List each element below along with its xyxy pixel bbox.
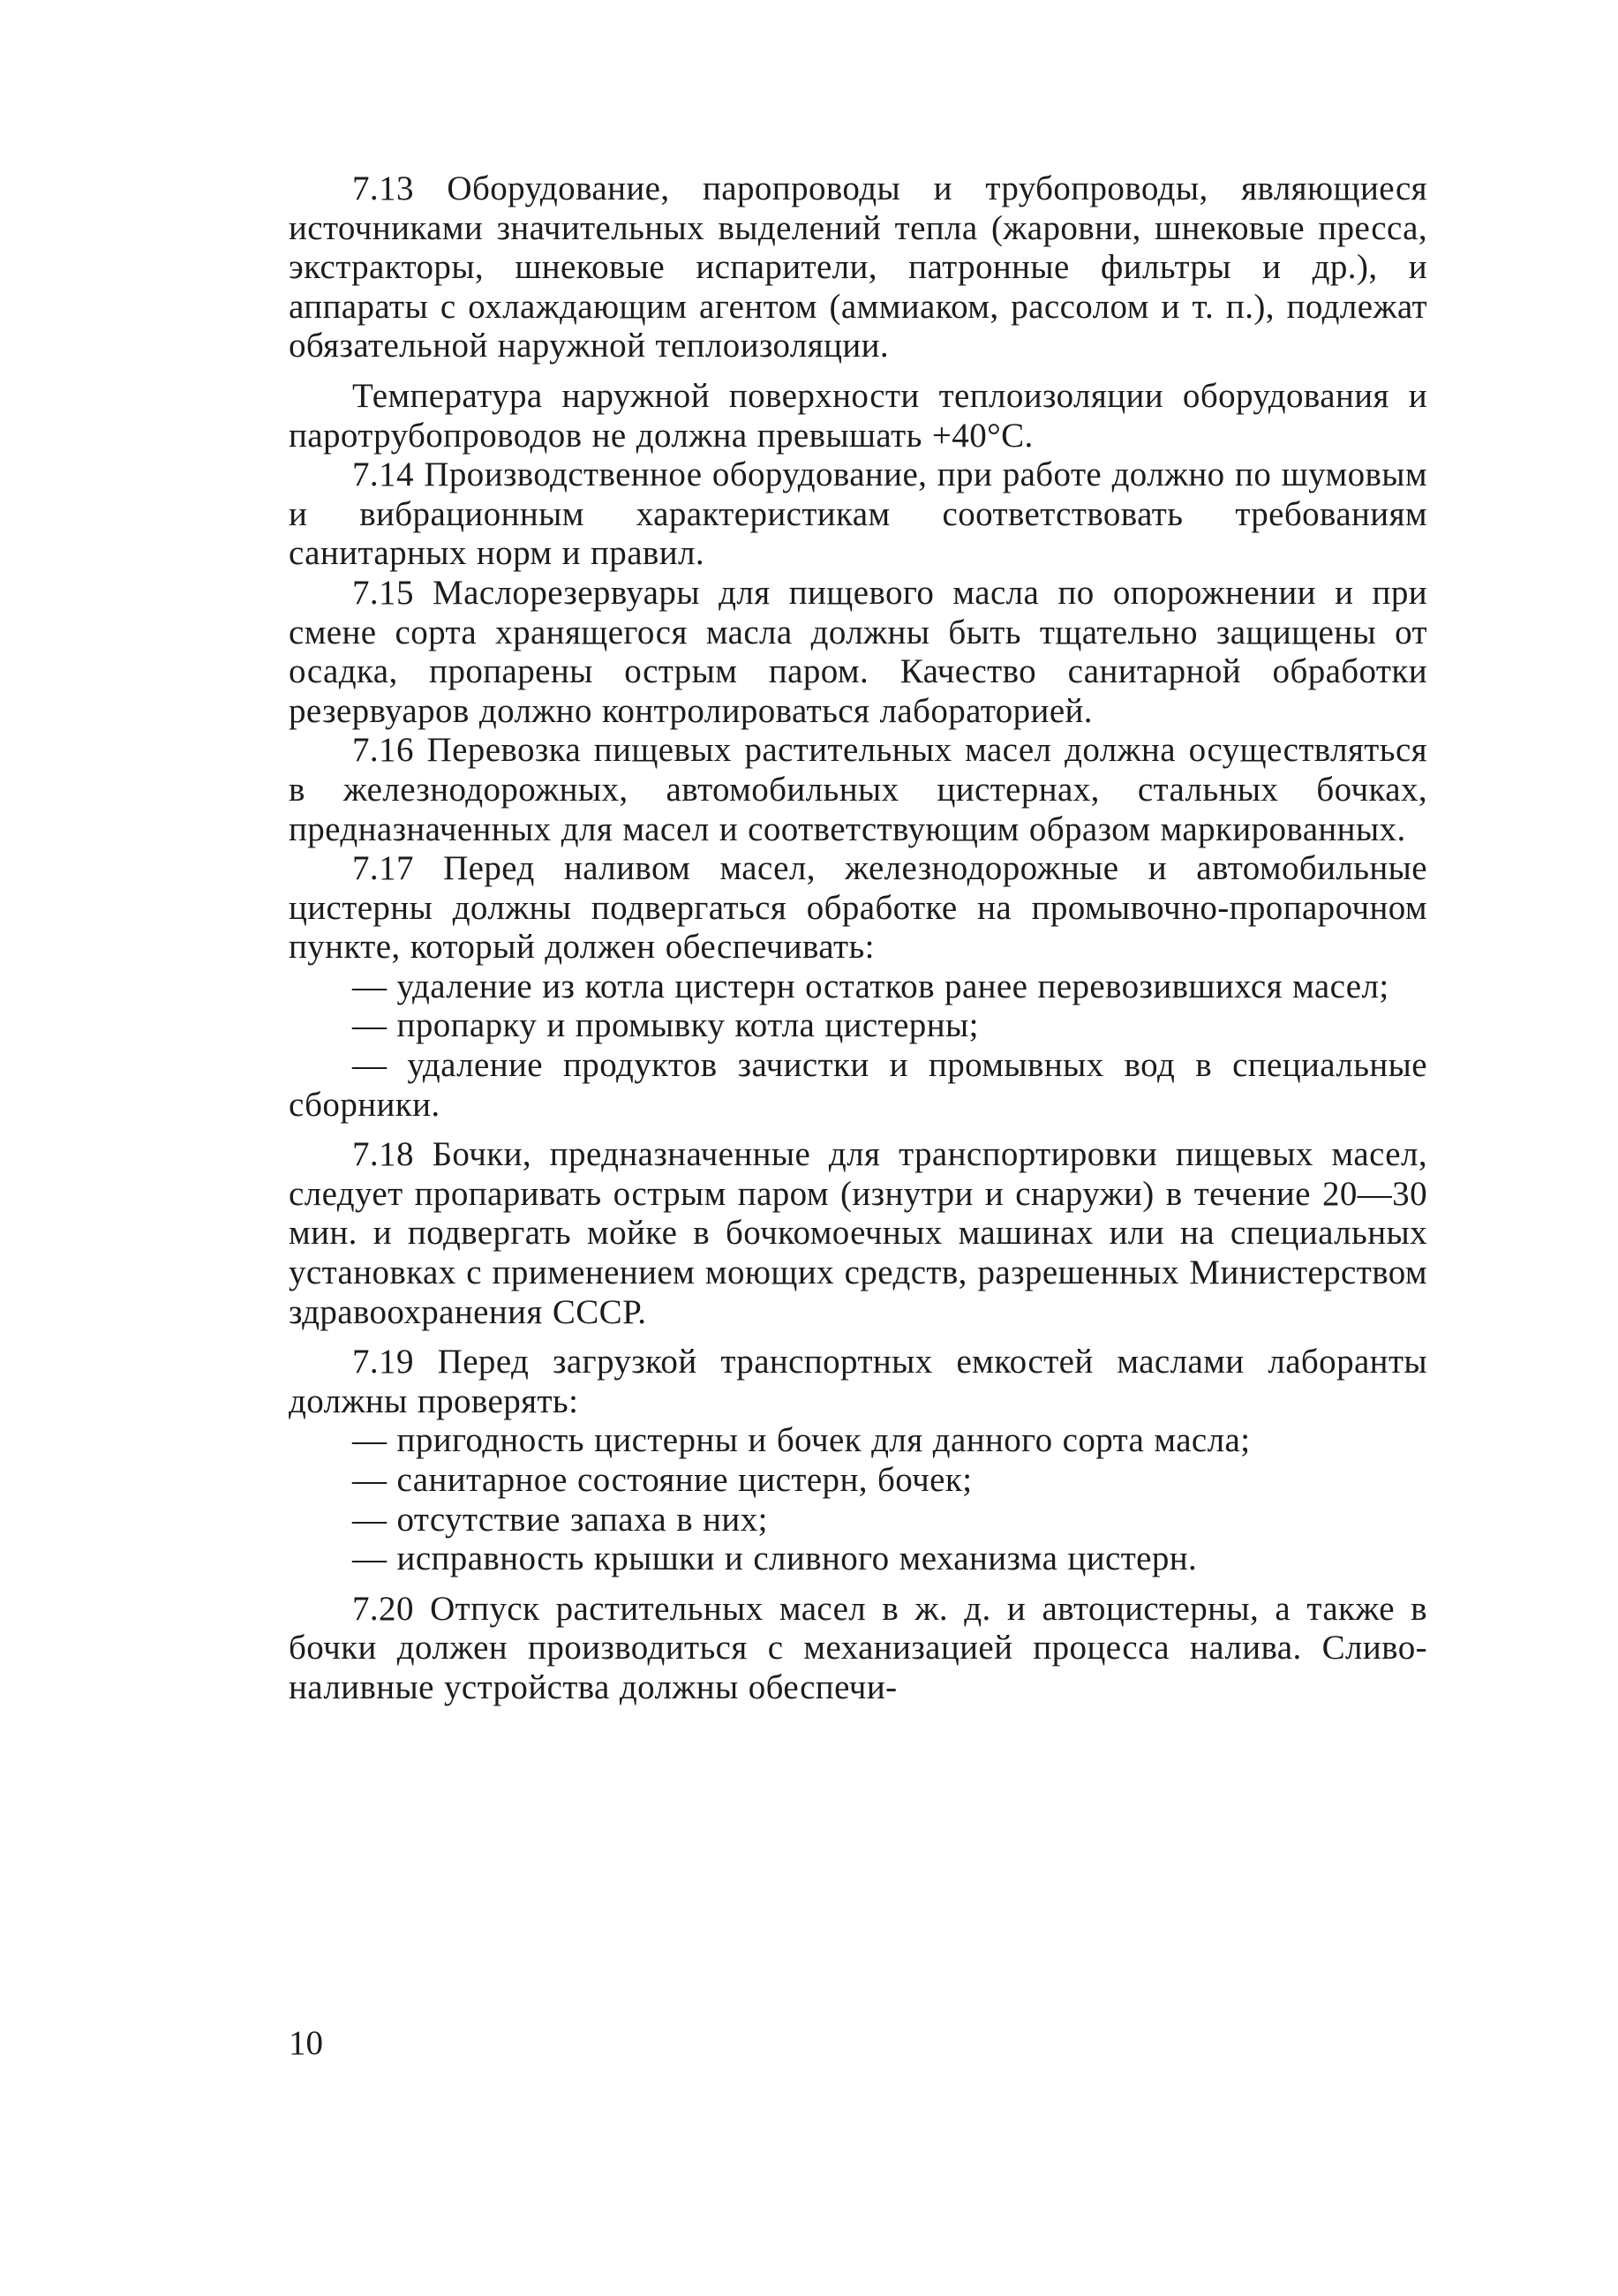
paragraph-7-13: 7.13 Оборудование, паропроводы и трубопроводы, являющиеся источниками значительных выделений тепла (жаровни, шнековые пресса, экстракторы, шнековые испарители, патронные фильтры и др.), и аппараты с охлаждающим агентом (аммиаком, рассолом и т. п.), подлежат обязательной наружной теплоизоляции. <box>289 169 1427 365</box>
list-item-7-17-2: — пропарку и промывку котла цистерны; <box>352 1006 979 1045</box>
paragraph-7-17: 7.17 Перед наливом масел, железнодорожные и автомобильные цистерны должны подвергаться обработке на промывочно-пропарочном пункте, который должен обеспечивать: <box>289 849 1427 967</box>
paragraph-7-18: 7.18 Бочки, предназначенные для транспортировки пищевых масел, следует пропаривать острым паром (изнутри и снаружи) в течение 20—30 мин. и подвергать мойке в бочкомоечных машинах или на специальных установках с применением моющих средств, разрешенных Министерством здравоохранения СССР. <box>289 1135 1427 1331</box>
paragraph-7-16: 7.16 Перевозка пищевых растительных масел должна осуществляться в железнодорожных, автомобильных цистернах, стальных бочках, предназначенных для масел и соответствующим образом маркированных. <box>289 731 1427 848</box>
paragraph-7-19: 7.19 Перед загрузкой транспортных емкостей маслами лаборанты должны проверять: <box>289 1343 1427 1420</box>
paragraph-7-15: 7.15 Маслорезервуары для пищевого масла по опорожнении и при смене сорта хранящегося масла должны быть тщательно защищены от осадка, пропарены острым паром. Качество санитарной обработки резервуаров должно контролироваться лабораторией. <box>289 573 1427 730</box>
list-item-7-19-3: — отсутствие запаха в них; <box>352 1500 768 1539</box>
list-item-7-19-1: — пригодность цистерны и бочек для данного сорта масла; <box>352 1421 1251 1460</box>
list-item-7-17-1: — удаление из котла цистерн остатков ранее перевозившихся масел; <box>352 967 1389 1005</box>
list-item-7-19-2: — санитарное состояние цистерн, бочек; <box>352 1461 973 1499</box>
body-text <box>289 169 1427 1708</box>
list-item-7-17-3: — удаление продуктов зачистки и промывных вод в специальные сборники. <box>289 1046 1427 1124</box>
list-item-7-19-4: — исправность крышки и сливного механизма цистерн. <box>352 1539 1198 1578</box>
paragraph-7-20: 7.20 Отпуск растительных масел в ж. д. и автоцистерны, а также в бочки должен производиться с механизацией процесса налива. Сливо-наливные устройства должны обеспечи- <box>289 1589 1427 1706</box>
page-number: 10 <box>289 2024 323 2062</box>
paragraph-7-13-temperature: Температура наружной поверхности теплоизоляции оборудования и паротрубопроводов не должна превышать +40°С. <box>289 376 1427 455</box>
paragraph-7-14: 7.14 Производственное оборудование, при работе должно по шумовым и вибрационным характеристикам соответствовать требованиям санитарных норм и правил. <box>289 455 1427 573</box>
